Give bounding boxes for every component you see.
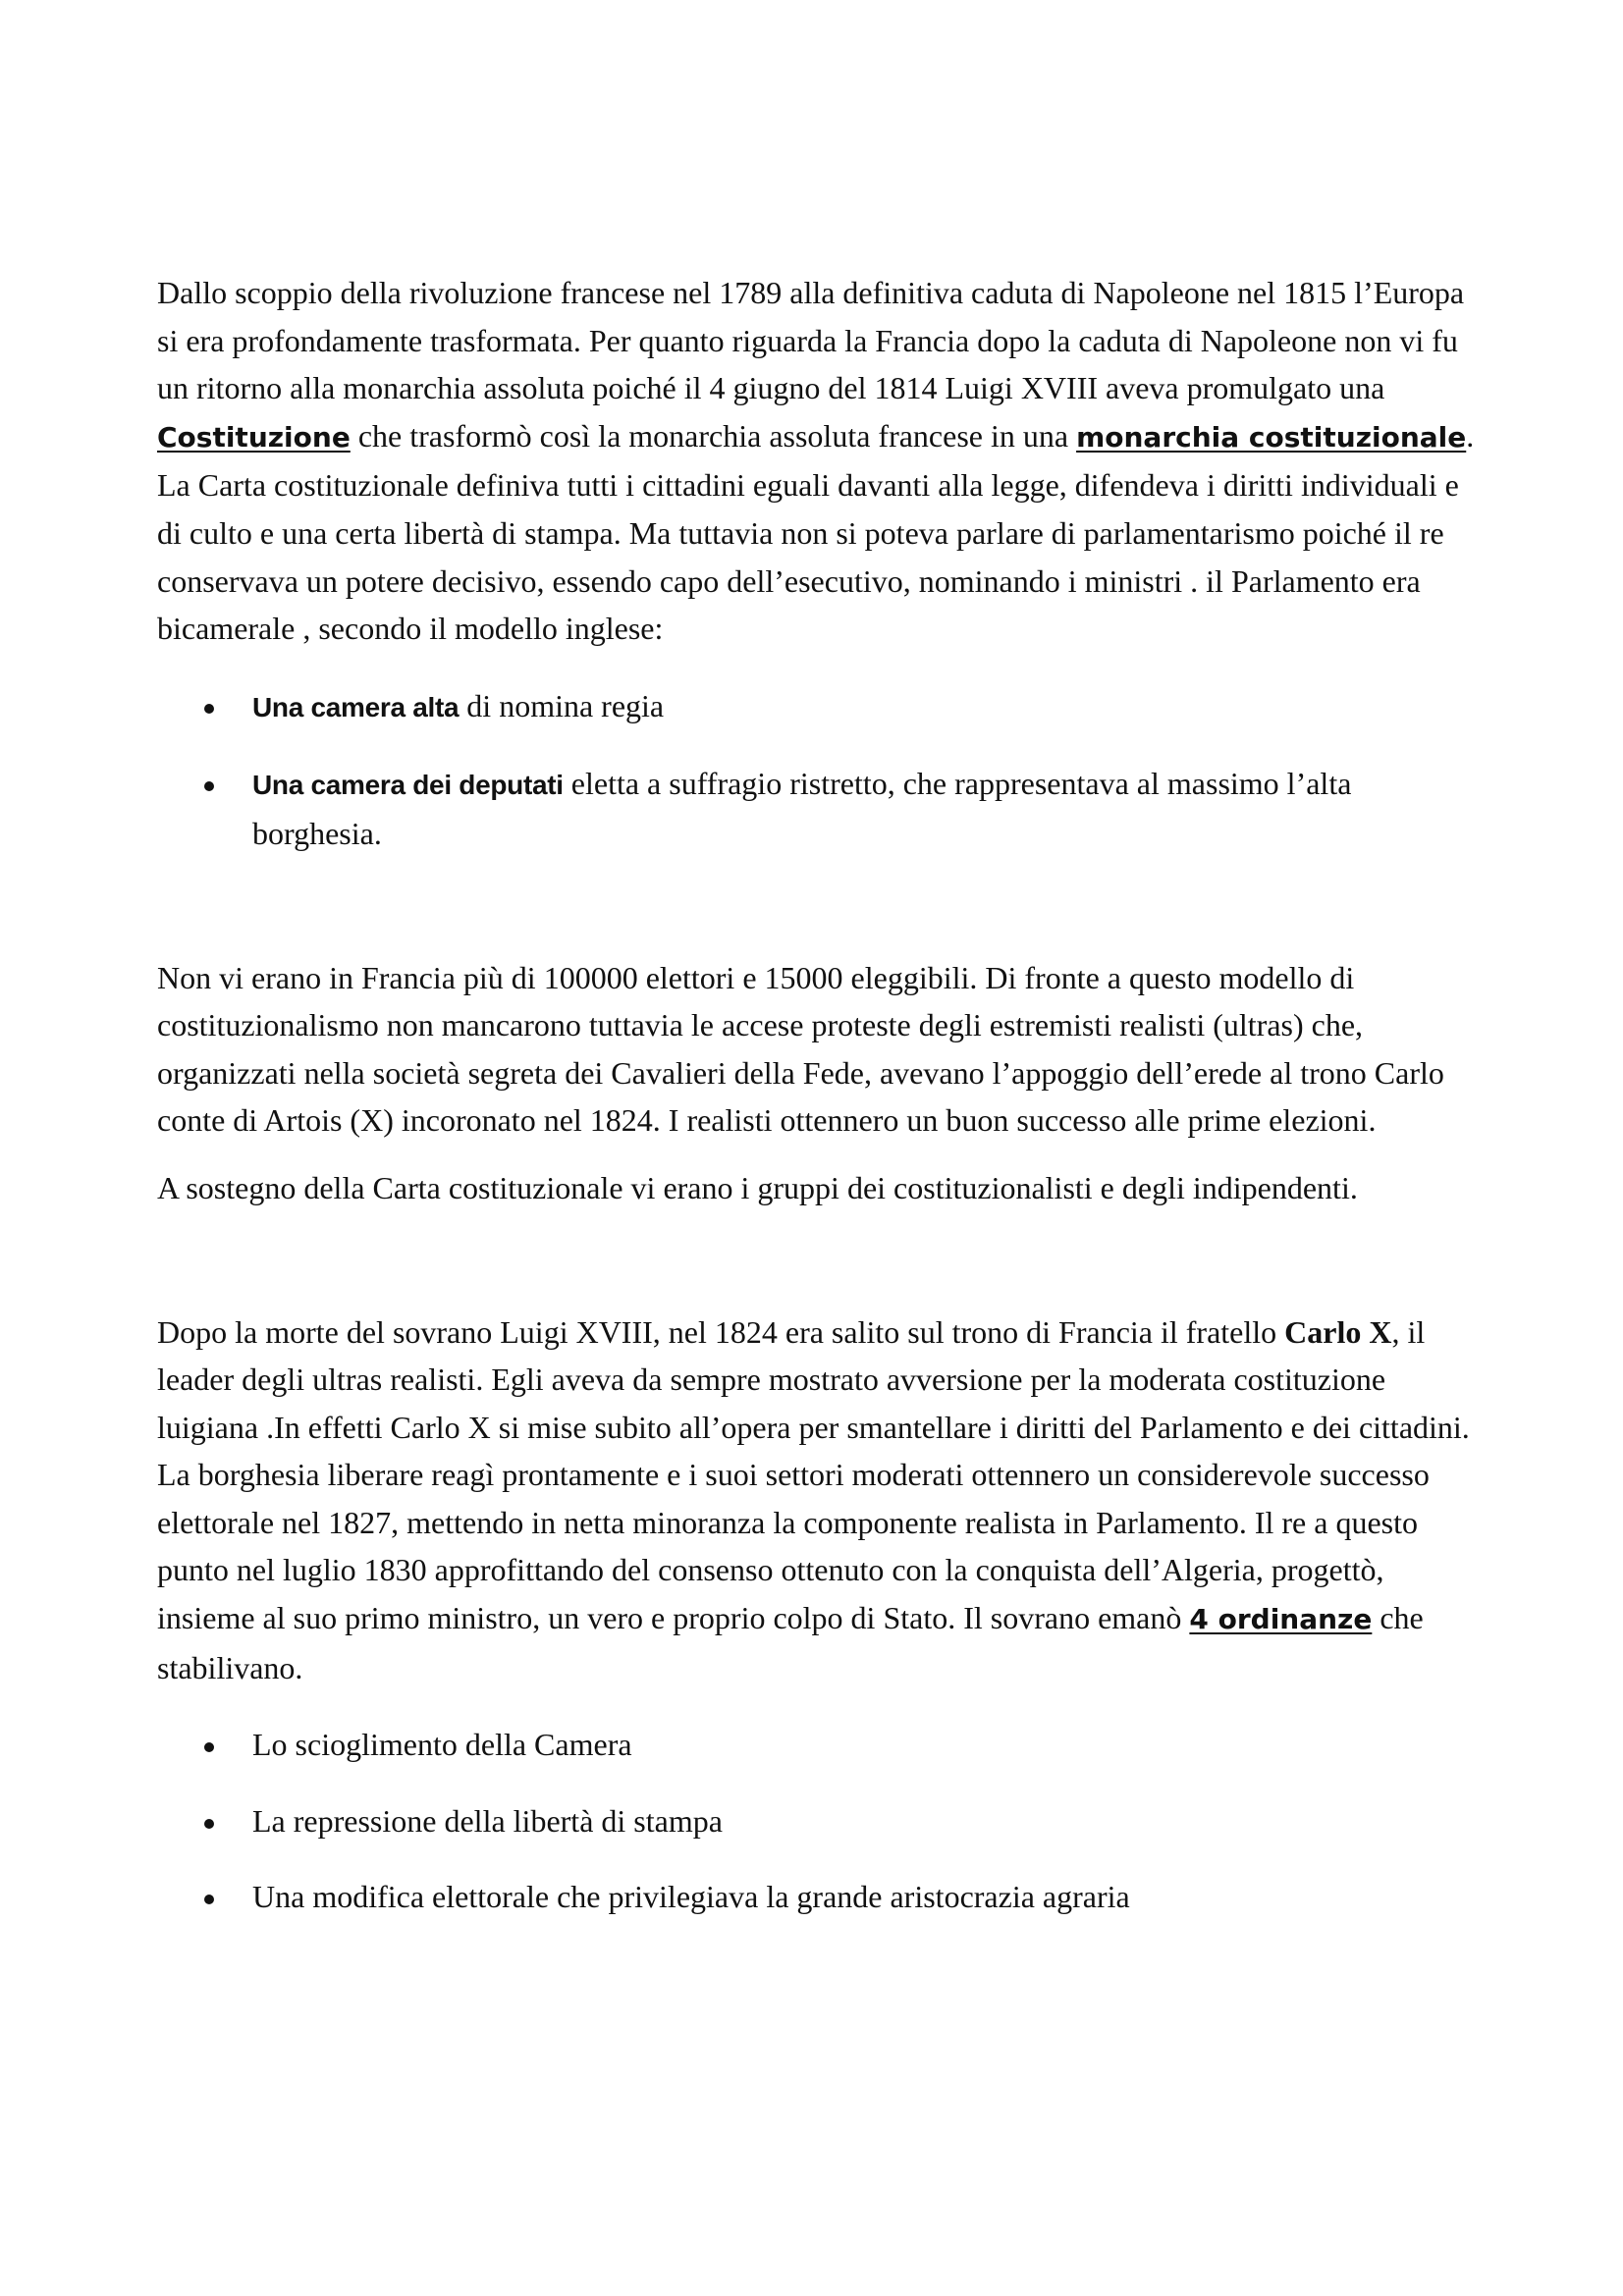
paragraph-text: . La Carta costituzionale definiva tutti i cittadini eguali davanti alla legge, difendeva i diritti individuali e di culto e una certa libertà di stampa. Ma tuttavia non si poteva parlare di parlamentarismo poiché il re conservava un potere decisivo, essendo capo dell’esecutivo, nominando i ministri . il Parlamento era bicamerale , secondo il modello inglese: [157,417,1475,647]
paragraph-text: , il leader degli ultras realisti. Egli aveva da sempre mostrato avversione per la moderata costituzione luigiana .In effetti Carlo X si mise subito all’opera per smantellare i diritti del Parlamento e dei cittadini. La borghesia liberare reagì prontamente e i suoi settori moderati ottennero un considerevole successo elettorale nel 1827, mettendo in netta minoranza la componente realista in Parlamento. Il re a questo punto nel luglio 1830 approfittando del consenso ottenuto con la conquista dell’Algeria, progettò, insieme al suo primo ministro, un vero e proprio colpo di Stato. Il sovrano emanò [157,1313,1470,1636]
highlight-monarchia-costituzionale: monarchia costituzionale [1076,420,1467,454]
bullet-icon [204,704,214,714]
paragraph-electors: Non vi erano in Francia più di 100000 elettori e 15000 eleggibili. Di fronte a questo modello di costituzionalismo non mancarono tuttavia le accese proteste degli estremisti realisti (ultras) che, organizzati nella società segreta dei Cavalieri della Fede, avevano l’appoggio dell’erede al trono Carlo conte di Artois (X) incoronato nel 1824. I realisti ottennero un buon successo alle prime elezioni. [157,959,1444,1139]
bullet-icon [204,1819,214,1829]
bold-carlo-x: Carlo X [1284,1313,1392,1350]
list-item [157,1721,1483,1769]
bullet-icon [204,1895,214,1904]
parliament-chambers-list [157,682,1483,858]
paragraph-text: che trasformò così la monarchia assoluta francese in una [350,417,1077,454]
paragraph-text: che stabilivano. [157,1600,1424,1685]
paragraph-text: Dallo scoppio della rivoluzione francese nel 1789 alla definitiva caduta di Napoleone nel 1815 l’Europa si era profondamente trasformata. Per quanto riguarda la Francia dopo la caduta di Napoleone non vi fu un ritorno alla monarchia assoluta poiché il 4 giugno del 1814 Luigi XVIII aveva promulgato una [157,275,1465,406]
list-item-term: Una camera dei deputati [252,770,564,801]
paragraph-text: Dopo la morte del sovrano Luigi XVIII, nel 1824 era salito sul trono di Francia il fratello [157,1313,1285,1350]
highlight-4-ordinanze: 4 ordinanze [1189,1603,1373,1636]
list-item-text: Lo scioglimento della Camera [252,1727,632,1763]
bullet-icon [204,1742,214,1752]
paragraph-restoration-intro [157,269,1483,653]
paragraph-carlo-x [157,1308,1483,1692]
list-item [157,760,1483,857]
list-item [157,682,1483,732]
paragraph-support: A sostegno della Carta costituzionale vi erano i gruppi dei costituzionalisti e degli indipendenti. [157,1169,1358,1205]
list-item-text: di nomina regia [459,687,665,723]
list-item-text: La repressione della libertà di stampa [252,1802,723,1839]
list-item [157,1797,1483,1845]
ordinances-list [157,1721,1483,1921]
highlight-costituzione: Costituzione [157,420,351,454]
list-item-term: Una camera alta [252,691,460,722]
document-body [157,269,1483,1921]
list-item-text: Una modifica elettorale che privilegiava la grande aristocrazia agraria [252,1879,1130,1915]
list-item [157,1873,1483,1921]
bullet-icon [204,781,214,791]
list-item-text: eletta a suffragio ristretto, che rappresentava al massimo l’alta borghesia. [252,766,1352,851]
